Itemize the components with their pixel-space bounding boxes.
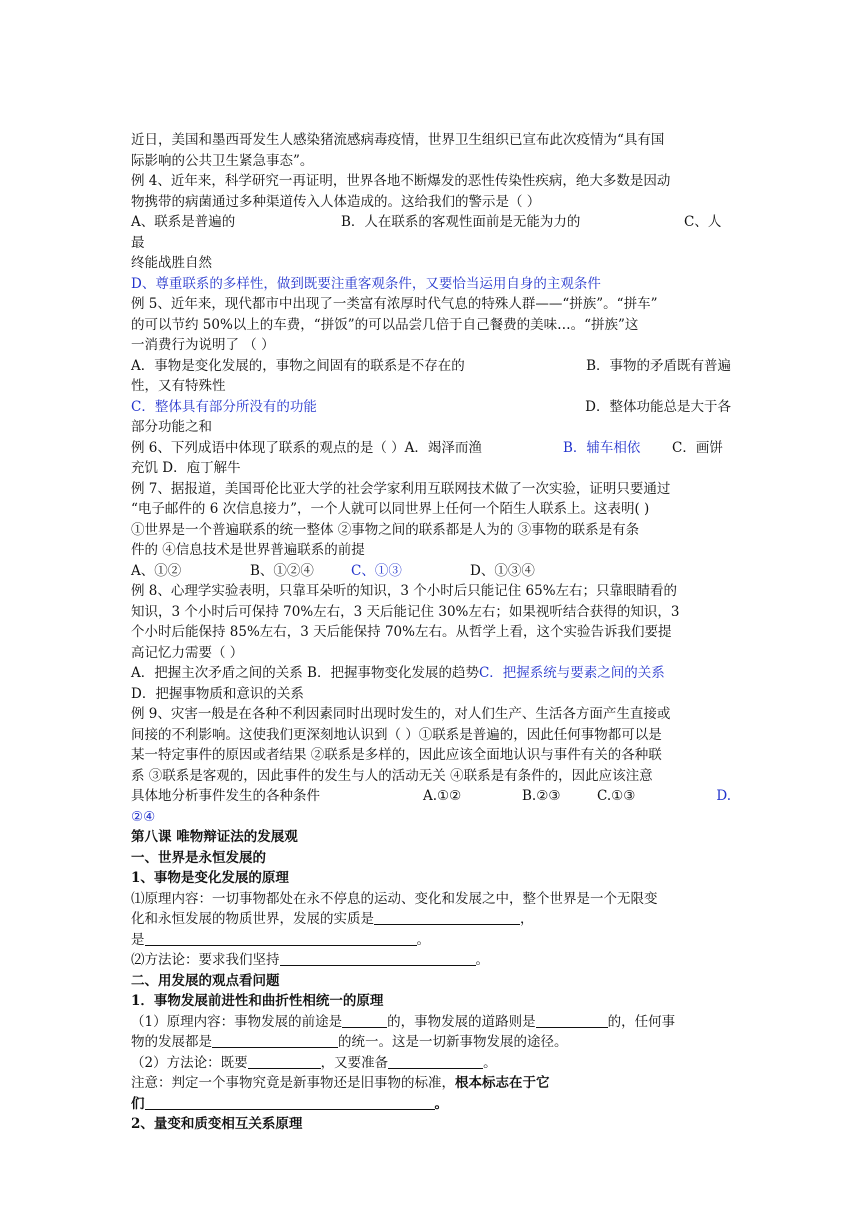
fill-blank[interactable] [145, 931, 417, 946]
text-line [131, 950, 731, 971]
text-fragment: 的统一。这是一切新事物发展的途径。 [338, 1034, 568, 1050]
text-fragment: ， [520, 911, 534, 927]
option-b: B.②③ [522, 788, 561, 804]
options-row [131, 438, 731, 459]
text-fragment: 。 [416, 931, 430, 948]
option-b: B．人在联系的客观性面前是无能为力的 [341, 214, 581, 230]
text-fragment: 的，事物发展的道路则是 [387, 1013, 536, 1030]
option-c: C.①③ [597, 788, 636, 804]
text-line: 件的 ④信息技术是世界普遍联系的前提 [131, 542, 365, 558]
text-line: ⑴原理内容：一切事物都处在永不停息的运动、变化和发展之中，整个世界是一个无限变 [131, 890, 658, 907]
text-line: 某一特定事件的原因或者结果 ②联系是多样的，因此应该全面地认识与事件有关的各种联 [131, 747, 662, 763]
text-line: 间接的不利影响。这使我们更深刻地认识到（ ）①联系是普遍的，因此任何事物都可以是 [131, 726, 662, 743]
subsection-heading: 2、量变和质变相互关系原理 [131, 1116, 303, 1132]
text-line: 性，又有特殊性 [131, 378, 226, 394]
text-line: 终能战胜自然 [131, 255, 212, 271]
text-line: “电子邮件的 6 次信息接力”，一个人就可以同世界上任何一个陌生人联系上。这表明( ) [131, 501, 650, 517]
fill-blank[interactable] [374, 910, 520, 925]
options-row [131, 212, 731, 253]
text-line: 例 5、近年来，现代都市中出现了一类富有浓厚时代气息的特殊人群——“拼族”。“拼车” [131, 296, 658, 312]
section-heading: 二、用发展的观点看问题 [131, 972, 280, 989]
text-line: 一消费行为说明了 （ ） [131, 337, 275, 353]
text-fragment: 是 [131, 931, 145, 948]
text-fragment: （1）原理内容：事物发展的前途是 [131, 1013, 343, 1030]
text-line: 系 ③联系是客观的，因此事件的发生与人的活动无关 ④联系是有条件的，因此应该注意 [131, 767, 653, 784]
text-line: D．把握事物质和意识的关系 [131, 685, 304, 702]
fill-blank[interactable] [536, 1013, 608, 1028]
text-line: 际影响的公共卫生紧急事态”。 [131, 152, 314, 169]
lesson-title: 第八课 唯物辩证法的发展观 [131, 829, 298, 845]
text-line: 知识，3 个小时后可保持 70%左右，3 天后能记住 30%左右；如果视听结合获得的知识，3 [131, 603, 680, 620]
fill-blank[interactable] [280, 951, 476, 966]
fill-blank[interactable] [248, 1054, 321, 1069]
text-line [131, 1012, 731, 1033]
options-row [131, 786, 731, 807]
option-b: B．事物的矛盾既有普遍 [586, 357, 731, 374]
text-fragment: ⑵方法论：要求我们坚持 [131, 952, 280, 968]
text-line: 充饥 D．庖丁解牛 [131, 460, 241, 476]
option-d: D、①③④ [470, 562, 535, 579]
text-fragment: 们 [131, 1095, 145, 1112]
text-line: 例 9、灾害一般是在各种不利因素同时出现时发生的，对人们生产、生活各方面产生直接或 [131, 706, 671, 722]
option-b-answer: B．辅车相依 [563, 439, 641, 456]
option-d-answer: D. [716, 788, 731, 804]
text-line [131, 1032, 731, 1053]
option-a: A、联系是普遍的 [131, 214, 236, 230]
document-page [131, 130, 731, 1135]
text-line: ①世界是一个普遍联系的统一整体 ②事物之间的联系都是人为的 ③事物的联系是有条 [131, 521, 640, 538]
fill-blank[interactable] [388, 1054, 483, 1069]
text-line: 部分功能之和 [131, 419, 212, 435]
option-a: A．事物是变化发展的，事物之间固有的联系是不存在的 [131, 357, 465, 374]
fill-blank[interactable] [342, 1013, 387, 1028]
text-fragment: 。 [475, 952, 489, 968]
question-text: 例 6、下列成语中体现了联系的观点的是（ ）A．竭泽而渔 [131, 439, 482, 456]
text-line: 物携带的病菌通过多种渠道传入人体造成的。这给我们的警示是（ ） [131, 193, 541, 210]
text-fragment: 。 [434, 1095, 448, 1112]
subsection-heading: 1、事物是变化发展的原理 [131, 870, 289, 886]
text-line [131, 909, 731, 930]
text-line: 例 7、据报道，美国哥伦比亚大学的社会学家利用互联网技术做了一次实验，证明只要通过 [131, 480, 671, 497]
text-fragment: ，又要准备 [320, 1054, 389, 1071]
text-fragment: 化和永恒发展的物质世界，发展的实质是 [131, 911, 374, 927]
text-line: 个小时后能保持 85%左右，3 天后能保持 70%左右。从哲学上看，这个实验告诉我们要提 [131, 624, 672, 640]
text-line: 例 4、近年来，科学研究一再证明，世界各地不断爆发的恶性传染性疾病，绝大多数是因动 [131, 173, 671, 189]
options-a-b: A．把握主次矛盾之间的关系 B．把握事物变化发展的趋势 [131, 665, 479, 681]
option-a: A、①② [131, 562, 182, 579]
answer-line: D、尊重联系的多样性，做到既要注重客观条件，又要恰当运用自身的主观条件 [131, 275, 601, 292]
options-row [131, 397, 731, 418]
text-line [131, 1073, 731, 1094]
option-c-answer: C．把握系统与要素之间的关系 [478, 665, 665, 681]
text-line: 近日，美国和墨西哥发生人感染猪流感病毒疫情，世界卫生组织已宣布此次疫情为“具有国 [131, 132, 665, 148]
option-c: C、人最 [131, 214, 722, 251]
fill-blank[interactable] [145, 1095, 435, 1110]
option-c-answer: C、①③ [351, 562, 402, 579]
text-line [131, 1094, 731, 1115]
option-a: A.①② [423, 788, 462, 804]
section-heading: 一、世界是永恒发展的 [131, 849, 266, 866]
option-c-answer: C．整体具有部分所没有的功能 [131, 398, 317, 415]
question-text: 具体地分析事件发生的各种条件 [131, 788, 320, 804]
answer-line: ②④ [131, 808, 156, 825]
text-fragment: 的，任何事 [607, 1013, 676, 1030]
subsection-heading: 1．事物发展前进性和曲折性相统一的原理 [131, 993, 384, 1009]
text-line: 例 8、心理学实验表明，只靠耳朵听的知识，3 个小时后只能记住 65%左右；只靠眼睛看的 [131, 583, 678, 599]
text-line: 的可以节约 50%以上的车费，“拼饭”的可以品尝几倍于自己餐费的美味…。“拼族”这 [131, 316, 639, 333]
text-fragment: 注意：判定一个事物究竟是新事物还是旧事物的标准， [131, 1075, 455, 1091]
option-c: C．画饼 [672, 439, 723, 456]
text-line [131, 1053, 731, 1074]
option-d: D．整体功能总是大于各 [585, 398, 731, 415]
text-fragment: 物的发展都是 [131, 1034, 212, 1050]
fill-blank[interactable] [212, 1033, 338, 1048]
options-row [131, 663, 731, 684]
options-row [131, 356, 731, 377]
text-line: 高记忆力需要（ ） [131, 644, 244, 661]
text-fragment: （2）方法论：既要 [131, 1054, 248, 1071]
options-row [131, 561, 731, 582]
text-line [131, 930, 731, 951]
text-fragment: 。 [483, 1054, 497, 1071]
option-b: B、①②④ [250, 562, 314, 579]
emphasis-text: 根本标志在于它 [455, 1075, 550, 1091]
